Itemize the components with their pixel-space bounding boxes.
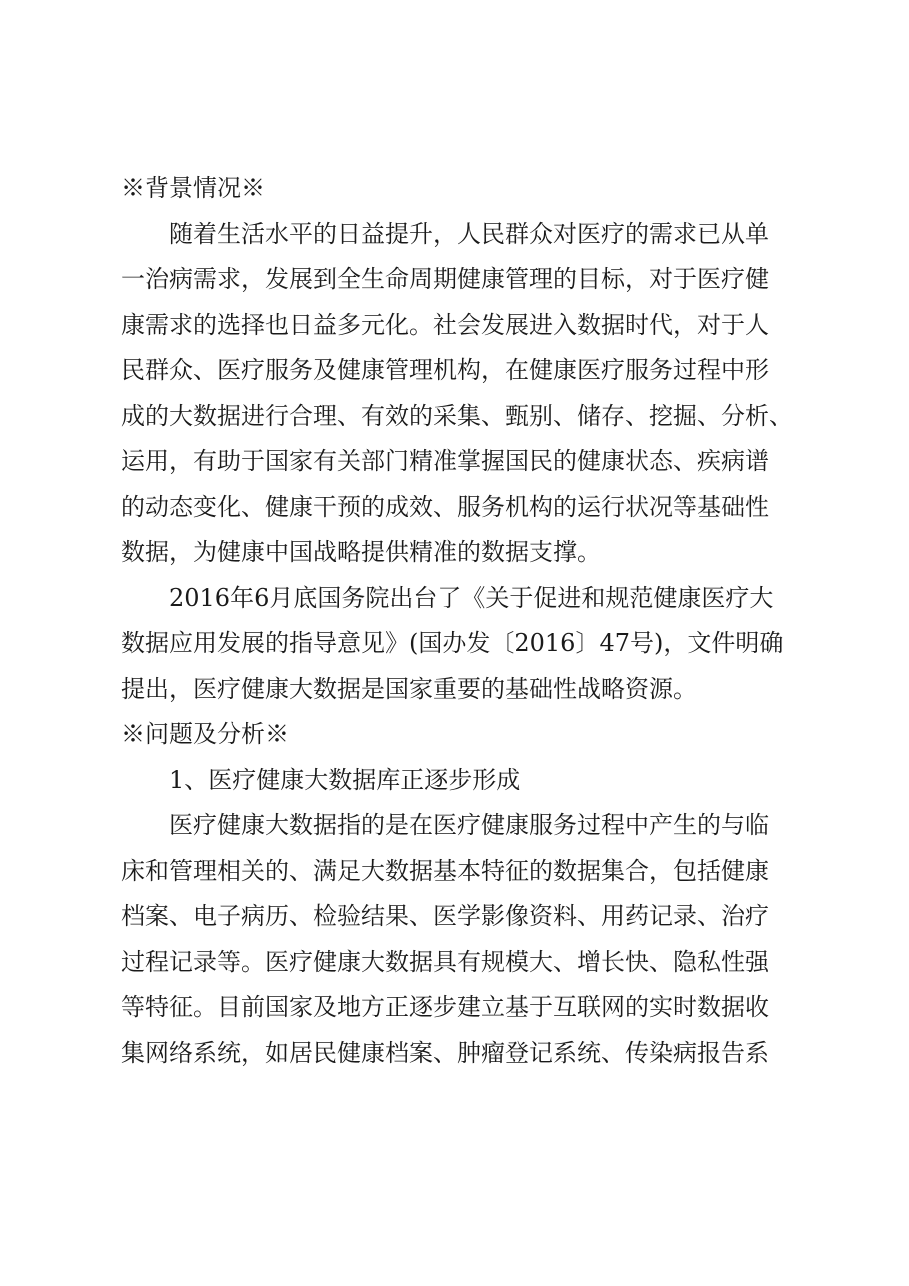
paragraph-line: 康需求的选择也日益多元化。社会发展进入数据时代，对于人 (121, 310, 769, 339)
paragraph-line: 等特征。目前国家及地方正逐步建立基于互联网的实时数据收 (121, 993, 769, 1021)
paragraph-line: 2016年6月底国务院出台了《关于促进和规范健康医疗大 (169, 583, 774, 612)
section-heading-background: ※背景情况※ (121, 174, 265, 202)
paragraph-line: 过程记录等。医疗健康大数据具有规模大、增长快、隐私性强 (121, 947, 769, 976)
subheading-database: 1、医疗健康大数据库正逐步形成 (169, 765, 521, 794)
paragraph-line: 随着生活水平的日益提升，人民群众对医疗的需求已从单 (169, 219, 769, 248)
paragraph-line: 集网络系统，如居民健康档案、肿瘤登记系统、传染病报告系 (121, 1038, 769, 1067)
paragraph-background (121, 212, 801, 576)
paragraph-line: 运用，有助于国家有关部门精准掌握国民的健康状态、疾病谱 (121, 447, 769, 475)
paragraph-line: 医疗健康大数据指的是在医疗健康服务过程中产生的与临 (169, 811, 769, 839)
paragraph-line: 档案、电子病历、检验结果、医学影像资料、用药记录、治疗 (121, 902, 769, 930)
paragraph-line: 数据，为健康中国战略提供精准的数据支撑。 (121, 538, 601, 566)
paragraph-line: 数据应用发展的指导意见》(国办发〔2016〕47号)，文件明确 (121, 629, 784, 657)
document-body (121, 166, 801, 1076)
paragraph-definition (121, 803, 801, 1076)
paragraph-line: 床和管理相关的、满足大数据基本特征的数据集合，包括健康 (121, 856, 769, 885)
paragraph-line: 提出，医疗健康大数据是国家重要的基础性战略资源。 (121, 674, 697, 703)
paragraph-line: 的动态变化、健康干预的成效、服务机构的运行状况等基础性 (121, 492, 769, 521)
paragraph-line: 民群众、医疗服务及健康管理机构，在健康医疗服务过程中形 (121, 356, 769, 384)
paragraph-policy (121, 576, 801, 713)
paragraph-line: 成的大数据进行合理、有效的采集、甄别、储存、挖掘、分析、 (121, 401, 793, 430)
section-heading-analysis: ※问题及分析※ (121, 720, 289, 748)
paragraph-line: 一治病需求，发展到全生命周期健康管理的目标，对于医疗健 (121, 265, 769, 293)
